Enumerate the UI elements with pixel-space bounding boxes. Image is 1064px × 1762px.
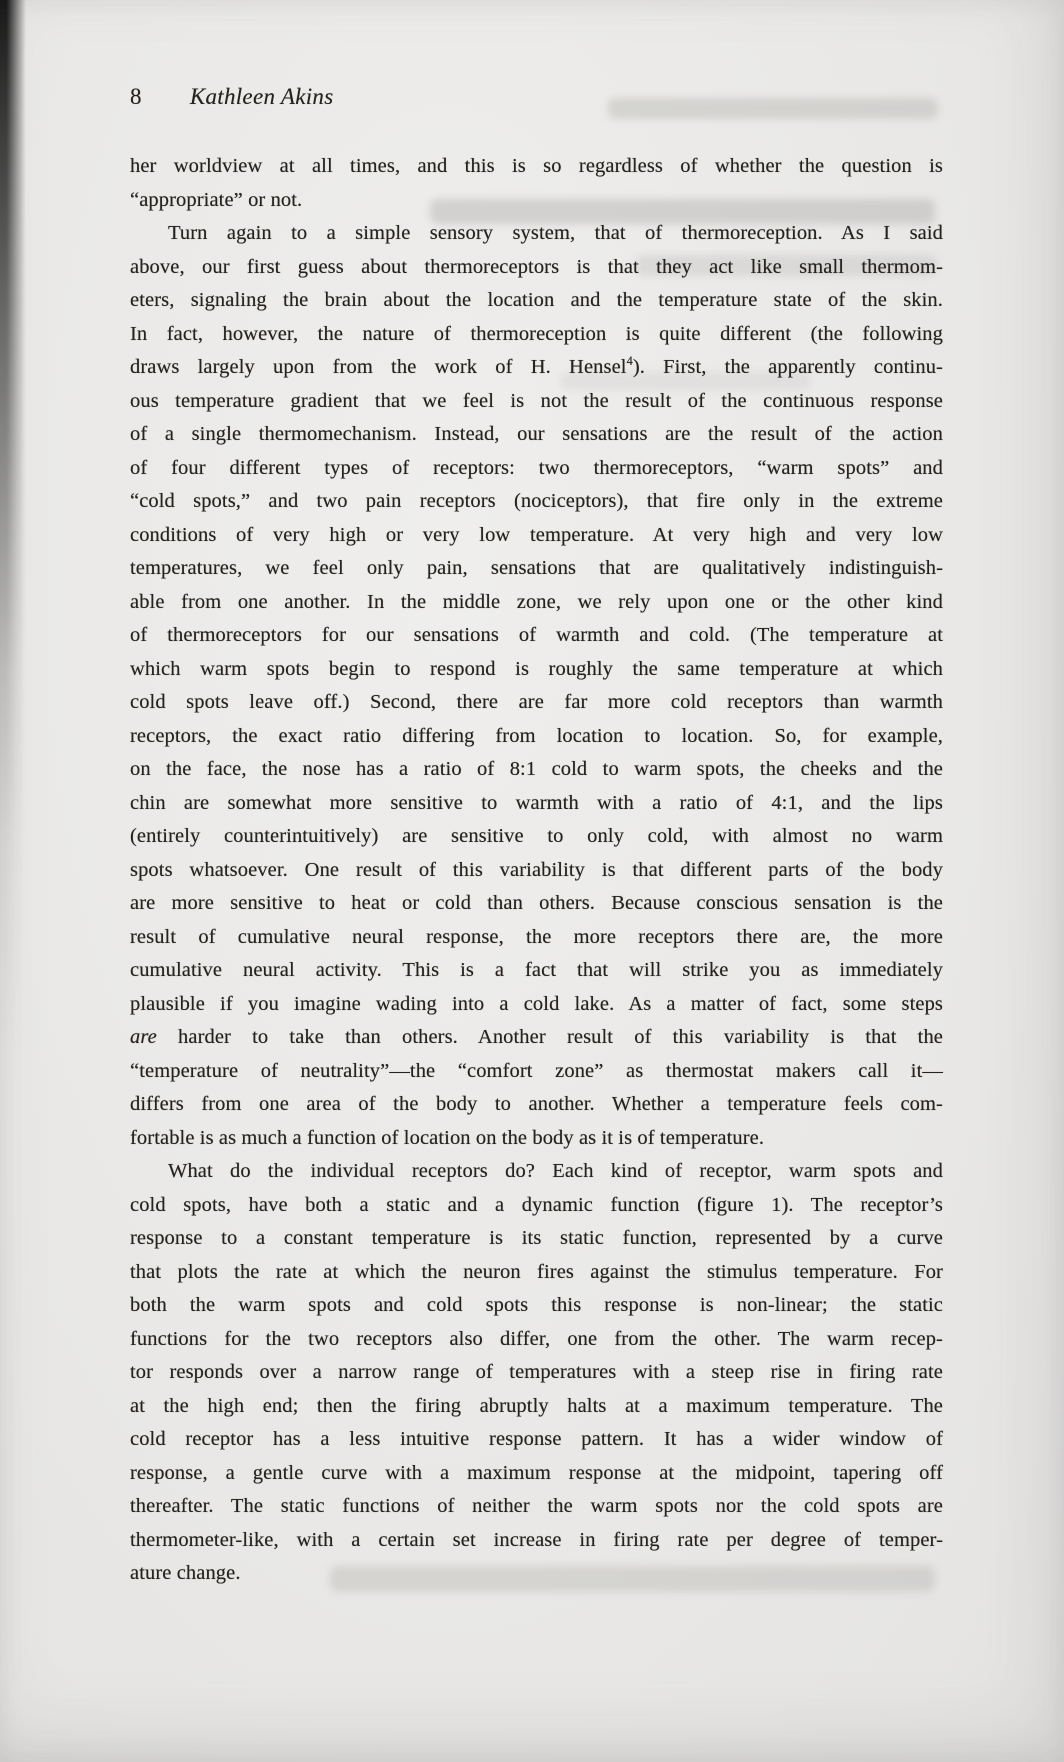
text-line: (entirely counterintuitively) are sensitive to only cold, with almost no warm	[130, 825, 943, 847]
page-gutter-shadow	[0, 0, 26, 1762]
running-header	[130, 84, 333, 110]
text-line: above, our first guess about thermoreceptors is that they act like small thermom-	[130, 255, 943, 278]
text-line: of a single thermomechanism. Instead, our sensations are the result of the action	[130, 423, 943, 445]
text-line: which warm spots begin to respond is roughly the same temperature at which	[130, 657, 943, 680]
text-line: eters, signaling the brain about the location and the temperature state of the skin.	[130, 289, 943, 311]
text-line: at the high end; then the firing abruptly halts at a maximum temperature. The	[130, 1394, 943, 1417]
paragraph	[130, 1155, 943, 1591]
bleedthrough-smudge	[608, 98, 938, 119]
text-line: chin are somewhat more sensitive to warmth with a ratio of 4:1, and the lips	[130, 791, 943, 814]
running-head-author: Kathleen Akins	[189, 84, 334, 109]
text-line: thermometer-like, with a certain set increase in firing rate per degree of temper-	[130, 1528, 943, 1551]
paragraph	[130, 217, 943, 1155]
text-line: of four different types of receptors: two thermoreceptors, “warm spots” and	[130, 456, 943, 479]
text-line: Turn again to a simple sensory system, that of thermoreception. As I said	[168, 222, 943, 244]
text-line: conditions of very high or very low temperature. At very high and very low	[130, 523, 943, 546]
text-line: cold spots, have both a static and a dynamic function (figure 1). The receptor’s	[130, 1193, 943, 1216]
text-line: able from one another. In the middle zone, we rely upon one or the other kind	[130, 590, 943, 613]
text-line: functions for the two receptors also differ, one from the other. The warm recep-	[130, 1327, 943, 1350]
text-line: response, a gentle curve with a maximum response at the midpoint, tapering off	[130, 1461, 943, 1484]
text-line: ous temperature gradient that we feel is not the result of the continuous response	[130, 389, 943, 412]
text-line: cumulative neural activity. This is a fact that will strike you as immediately	[130, 959, 943, 981]
text-block	[130, 150, 943, 1591]
text-line: temperatures, we feel only pain, sensations that are qualitatively indistinguish-	[130, 557, 943, 579]
text-line: What do the individual receptors do? Each kind of receptor, warm spots and	[168, 1160, 943, 1182]
text-line: draws largely upon from the work of H. Hensel$^4$). First, the apparently continu-	[130, 354, 943, 378]
text-line: that plots the rate at which the neuron fires against the stimulus temperature. For	[130, 1260, 943, 1283]
text-line: are more sensitive to heat or cold than others. Because conscious sensation is the	[130, 892, 943, 914]
text-line: ature change.	[130, 1562, 241, 1584]
text-line: response to a constant temperature is its static function, represented by a curve	[130, 1227, 943, 1249]
text-line: cold receptor has a less intuitive response pattern. It has a wider window of	[130, 1428, 943, 1450]
text-line: cold spots leave off.) Second, there are far more cold receptors than warmth	[130, 691, 943, 713]
text-line: “appropriate” or not.	[130, 188, 303, 211]
page-number: 8	[130, 84, 142, 109]
text-line: are harder to take than others. Another result of this variability is that the	[130, 1026, 943, 1048]
text-line: In fact, however, the nature of thermoreception is quite different (the following	[130, 322, 943, 345]
text-line: both the warm spots and cold spots this response is non-linear; the static	[130, 1294, 943, 1316]
paragraph	[130, 150, 943, 217]
text-line: plausible if you imagine wading into a cold lake. As a matter of fact, some steps	[130, 992, 943, 1015]
text-line: on the face, the nose has a ratio of 8:1 cold to warm spots, the cheeks and the	[130, 758, 943, 780]
text-line: result of cumulative neural response, the more receptors there are, the more	[130, 925, 943, 948]
text-line: her worldview at all times, and this is so regardless of whether the question is	[130, 155, 943, 177]
text-line: “cold spots,” and two pain receptors (nociceptors), that fire only in the extreme	[130, 490, 943, 512]
text-line: tor responds over a narrow range of temperatures with a steep rise in firing rate	[130, 1361, 943, 1383]
text-line: thereafter. The static functions of neither the warm spots nor the cold spots are	[130, 1495, 943, 1517]
text-line: receptors, the exact ratio differing from location to location. So, for example,	[130, 724, 943, 747]
text-line: fortable is as much a function of location on the body as it is of temperature.	[130, 1126, 765, 1149]
text-line: “temperature of neutrality”—the “comfort zone” as thermostat makers call it—	[130, 1059, 943, 1082]
text-line: differs from one area of the body to another. Whether a temperature feels com-	[130, 1093, 943, 1115]
text-line: spots whatsoever. One result of this variability is that different parts of the body	[130, 858, 943, 881]
text-line: of thermoreceptors for our sensations of warmth and cold. (The temperature at	[130, 624, 943, 646]
